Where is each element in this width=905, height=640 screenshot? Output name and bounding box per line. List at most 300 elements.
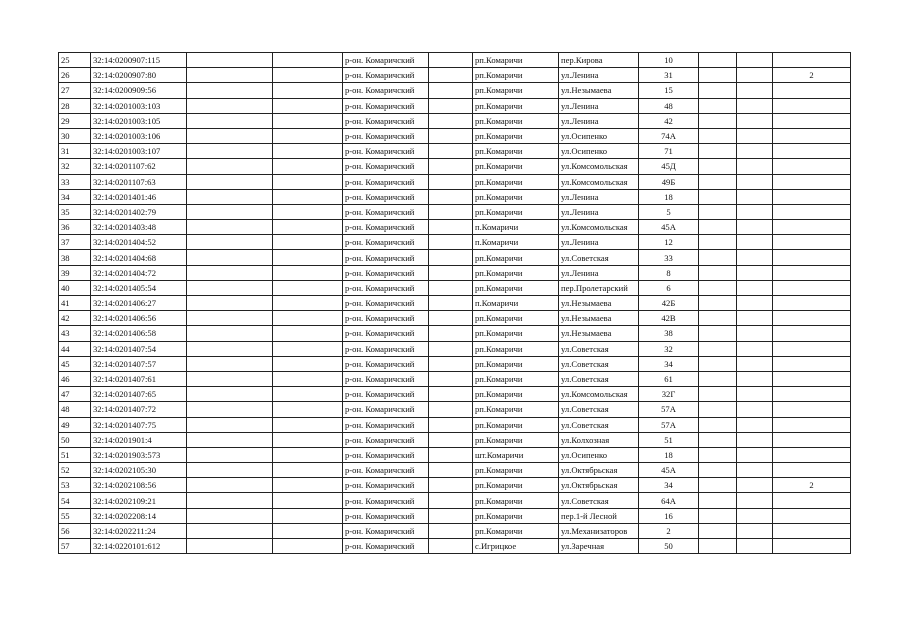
settlement-cell: п.Комаричи — [473, 235, 559, 250]
house-number-cell: 61 — [639, 371, 699, 386]
extra-value-cell — [773, 539, 851, 554]
extra-value-cell — [773, 417, 851, 432]
row-number-cell: 36 — [59, 220, 91, 235]
house-number-cell: 45Д — [639, 159, 699, 174]
empty-cell — [699, 311, 737, 326]
extra-value-cell — [773, 508, 851, 523]
cadastral-number-cell: 32:14:0201403:48 — [91, 220, 187, 235]
street-cell: ул.Колхозная — [559, 432, 639, 447]
empty-cell — [273, 280, 343, 295]
table-row — [59, 220, 851, 235]
district-cell: р-он. Комаричский — [343, 128, 429, 143]
settlement-cell: рп.Комаричи — [473, 478, 559, 493]
empty-cell — [429, 265, 473, 280]
extra-value-cell — [773, 204, 851, 219]
empty-cell — [429, 417, 473, 432]
extra-value-cell — [773, 83, 851, 98]
cadastral-number-cell: 32:14:0201405:54 — [91, 280, 187, 295]
empty-cell — [737, 326, 773, 341]
settlement-cell: рп.Комаричи — [473, 280, 559, 295]
empty-cell — [187, 296, 273, 311]
district-cell: р-он. Комаричский — [343, 493, 429, 508]
street-cell: ул.Советская — [559, 493, 639, 508]
district-cell: р-он. Комаричский — [343, 83, 429, 98]
house-number-cell: 42 — [639, 113, 699, 128]
house-number-cell: 6 — [639, 280, 699, 295]
house-number-cell: 12 — [639, 235, 699, 250]
table-row — [59, 83, 851, 98]
empty-cell — [737, 220, 773, 235]
cadastral-number-cell: 32:14:0201404:68 — [91, 250, 187, 265]
empty-cell — [699, 128, 737, 143]
empty-cell — [273, 265, 343, 280]
empty-cell — [273, 159, 343, 174]
street-cell: ул.Ленина — [559, 265, 639, 280]
empty-cell — [429, 159, 473, 174]
empty-cell — [737, 250, 773, 265]
empty-cell — [699, 68, 737, 83]
empty-cell — [699, 523, 737, 538]
street-cell: ул.Октябрьская — [559, 478, 639, 493]
empty-cell — [273, 98, 343, 113]
empty-cell — [737, 539, 773, 554]
empty-cell — [273, 144, 343, 159]
table-row — [59, 311, 851, 326]
settlement-cell: рп.Комаричи — [473, 250, 559, 265]
house-number-cell: 33 — [639, 250, 699, 265]
empty-cell — [273, 53, 343, 68]
empty-cell — [273, 113, 343, 128]
table-row — [59, 478, 851, 493]
street-cell: ул.Советская — [559, 250, 639, 265]
empty-cell — [273, 311, 343, 326]
district-cell: р-он. Комаричский — [343, 508, 429, 523]
row-number-cell: 39 — [59, 265, 91, 280]
street-cell: пер.1-й Лесной — [559, 508, 639, 523]
empty-cell — [429, 508, 473, 523]
street-cell: ул.Незымаева — [559, 83, 639, 98]
house-number-cell: 42Б — [639, 296, 699, 311]
empty-cell — [699, 296, 737, 311]
house-number-cell: 57А — [639, 417, 699, 432]
table-row — [59, 508, 851, 523]
empty-cell — [187, 113, 273, 128]
cadastral-number-cell: 32:14:0201407:75 — [91, 417, 187, 432]
row-number-cell: 57 — [59, 539, 91, 554]
extra-value-cell — [773, 189, 851, 204]
empty-cell — [737, 98, 773, 113]
empty-cell — [187, 387, 273, 402]
table-row — [59, 250, 851, 265]
district-cell: р-он. Комаричский — [343, 280, 429, 295]
street-cell: ул.Ленина — [559, 98, 639, 113]
table-row — [59, 265, 851, 280]
table-row — [59, 539, 851, 554]
row-number-cell: 30 — [59, 128, 91, 143]
table-row — [59, 296, 851, 311]
settlement-cell: рп.Комаричи — [473, 144, 559, 159]
district-cell: р-он. Комаричский — [343, 387, 429, 402]
house-number-cell: 18 — [639, 189, 699, 204]
empty-cell — [429, 144, 473, 159]
cadastral-number-cell: 32:14:0201407:54 — [91, 341, 187, 356]
settlement-cell: рп.Комаричи — [473, 326, 559, 341]
street-cell: ул.Незымаева — [559, 326, 639, 341]
row-number-cell: 28 — [59, 98, 91, 113]
empty-cell — [737, 387, 773, 402]
district-cell: р-он. Комаричский — [343, 53, 429, 68]
empty-cell — [737, 463, 773, 478]
cadastral-number-cell: 32:14:0202108:56 — [91, 478, 187, 493]
extra-value-cell — [773, 235, 851, 250]
street-cell: ул.Ленина — [559, 68, 639, 83]
empty-cell — [737, 356, 773, 371]
empty-cell — [429, 463, 473, 478]
district-cell: р-он. Комаричский — [343, 463, 429, 478]
row-number-cell: 37 — [59, 235, 91, 250]
row-number-cell: 52 — [59, 463, 91, 478]
settlement-cell: рп.Комаричи — [473, 493, 559, 508]
street-cell: ул.Осипенко — [559, 128, 639, 143]
row-number-cell: 44 — [59, 341, 91, 356]
empty-cell — [273, 296, 343, 311]
settlement-cell: рп.Комаричи — [473, 83, 559, 98]
settlement-cell: рп.Комаричи — [473, 508, 559, 523]
empty-cell — [187, 189, 273, 204]
empty-cell — [699, 189, 737, 204]
settlement-cell: рп.Комаричи — [473, 387, 559, 402]
empty-cell — [737, 523, 773, 538]
street-cell: ул.Комсомольская — [559, 174, 639, 189]
empty-cell — [699, 478, 737, 493]
house-number-cell: 5 — [639, 204, 699, 219]
empty-cell — [429, 402, 473, 417]
empty-cell — [273, 326, 343, 341]
empty-cell — [273, 341, 343, 356]
street-cell: пер.Пролетарский — [559, 280, 639, 295]
street-cell: ул.Советская — [559, 371, 639, 386]
empty-cell — [187, 371, 273, 386]
table-row — [59, 356, 851, 371]
empty-cell — [699, 83, 737, 98]
empty-cell — [429, 83, 473, 98]
district-cell: р-он. Комаричский — [343, 159, 429, 174]
empty-cell — [429, 539, 473, 554]
street-cell: ул.Советская — [559, 402, 639, 417]
cadastral-number-cell: 32:14:0202105:30 — [91, 463, 187, 478]
empty-cell — [699, 144, 737, 159]
settlement-cell: рп.Комаричи — [473, 463, 559, 478]
house-number-cell: 34 — [639, 356, 699, 371]
cadastral-number-cell: 32:14:0201003:103 — [91, 98, 187, 113]
street-cell: ул.Механизаторов — [559, 523, 639, 538]
table-row — [59, 387, 851, 402]
row-number-cell: 43 — [59, 326, 91, 341]
settlement-cell: рп.Комаричи — [473, 402, 559, 417]
empty-cell — [187, 159, 273, 174]
settlement-cell: рп.Комаричи — [473, 417, 559, 432]
house-number-cell: 45А — [639, 220, 699, 235]
street-cell: ул.Ленина — [559, 235, 639, 250]
table-row — [59, 280, 851, 295]
table-row — [59, 371, 851, 386]
empty-cell — [273, 68, 343, 83]
street-cell: ул.Осипенко — [559, 144, 639, 159]
extra-value-cell — [773, 356, 851, 371]
table-row — [59, 53, 851, 68]
house-number-cell: 51 — [639, 432, 699, 447]
empty-cell — [429, 68, 473, 83]
empty-cell — [737, 189, 773, 204]
settlement-cell: рп.Комаричи — [473, 311, 559, 326]
empty-cell — [699, 387, 737, 402]
row-number-cell: 56 — [59, 523, 91, 538]
house-number-cell: 42В — [639, 311, 699, 326]
table-row — [59, 417, 851, 432]
extra-value-cell — [773, 493, 851, 508]
settlement-cell: п.Комаричи — [473, 220, 559, 235]
house-number-cell: 45А — [639, 463, 699, 478]
street-cell: ул.Октябрьская — [559, 463, 639, 478]
empty-cell — [737, 83, 773, 98]
street-cell: ул.Ленина — [559, 204, 639, 219]
extra-value-cell — [773, 341, 851, 356]
row-number-cell: 54 — [59, 493, 91, 508]
row-number-cell: 32 — [59, 159, 91, 174]
street-cell: ул.Комсомольская — [559, 159, 639, 174]
settlement-cell: рп.Комаричи — [473, 371, 559, 386]
empty-cell — [187, 402, 273, 417]
empty-cell — [273, 204, 343, 219]
house-number-cell: 74А — [639, 128, 699, 143]
settlement-cell: рп.Комаричи — [473, 265, 559, 280]
settlement-cell: рп.Комаричи — [473, 189, 559, 204]
cadastral-number-cell: 32:14:0201107:62 — [91, 159, 187, 174]
empty-cell — [737, 53, 773, 68]
extra-value-cell — [773, 296, 851, 311]
table-row — [59, 174, 851, 189]
row-number-cell: 51 — [59, 447, 91, 462]
empty-cell — [273, 387, 343, 402]
empty-cell — [273, 356, 343, 371]
row-number-cell: 40 — [59, 280, 91, 295]
street-cell: ул.Советская — [559, 356, 639, 371]
empty-cell — [699, 432, 737, 447]
empty-cell — [429, 189, 473, 204]
empty-cell — [699, 417, 737, 432]
extra-value-cell — [773, 280, 851, 295]
extra-value-cell — [773, 371, 851, 386]
empty-cell — [699, 113, 737, 128]
empty-cell — [273, 235, 343, 250]
empty-cell — [699, 98, 737, 113]
table-row — [59, 68, 851, 83]
empty-cell — [273, 128, 343, 143]
empty-cell — [737, 447, 773, 462]
empty-cell — [699, 508, 737, 523]
extra-value-cell — [773, 159, 851, 174]
extra-value-cell — [773, 98, 851, 113]
table-row — [59, 432, 851, 447]
row-number-cell: 47 — [59, 387, 91, 402]
house-number-cell: 32 — [639, 341, 699, 356]
empty-cell — [737, 341, 773, 356]
cadastral-number-cell: 32:14:0201003:106 — [91, 128, 187, 143]
street-cell: ул.Незымаева — [559, 296, 639, 311]
district-cell: р-он. Комаричский — [343, 478, 429, 493]
house-number-cell: 32Г — [639, 387, 699, 402]
empty-cell — [737, 432, 773, 447]
empty-cell — [737, 508, 773, 523]
empty-cell — [187, 83, 273, 98]
empty-cell — [699, 53, 737, 68]
empty-cell — [273, 432, 343, 447]
extra-value-cell: 2 — [773, 68, 851, 83]
house-number-cell: 2 — [639, 523, 699, 538]
street-cell: ул.Комсомольская — [559, 387, 639, 402]
empty-cell — [429, 311, 473, 326]
extra-value-cell — [773, 128, 851, 143]
row-number-cell: 46 — [59, 371, 91, 386]
cadastral-number-cell: 32:14:0202109:21 — [91, 493, 187, 508]
house-number-cell: 16 — [639, 508, 699, 523]
empty-cell — [699, 159, 737, 174]
empty-cell — [737, 417, 773, 432]
empty-cell — [187, 463, 273, 478]
empty-cell — [273, 174, 343, 189]
district-cell: р-он. Комаричский — [343, 235, 429, 250]
empty-cell — [273, 402, 343, 417]
table-row — [59, 341, 851, 356]
empty-cell — [429, 113, 473, 128]
district-cell: р-он. Комаричский — [343, 250, 429, 265]
extra-value-cell — [773, 311, 851, 326]
empty-cell — [273, 523, 343, 538]
empty-cell — [699, 174, 737, 189]
extra-value-cell — [773, 402, 851, 417]
district-cell: р-он. Комаричский — [343, 265, 429, 280]
settlement-cell: рп.Комаричи — [473, 128, 559, 143]
district-cell: р-он. Комаричский — [343, 296, 429, 311]
house-number-cell: 50 — [639, 539, 699, 554]
table-row — [59, 326, 851, 341]
extra-value-cell — [773, 113, 851, 128]
house-number-cell: 64А — [639, 493, 699, 508]
extra-value-cell — [773, 265, 851, 280]
cadastral-number-cell: 32:14:0201406:58 — [91, 326, 187, 341]
empty-cell — [187, 539, 273, 554]
cadastral-number-cell: 32:14:0201901:4 — [91, 432, 187, 447]
empty-cell — [429, 98, 473, 113]
empty-cell — [737, 235, 773, 250]
row-number-cell: 38 — [59, 250, 91, 265]
house-number-cell: 71 — [639, 144, 699, 159]
row-number-cell: 33 — [59, 174, 91, 189]
cadastral-number-cell: 32:14:0201003:107 — [91, 144, 187, 159]
settlement-cell: рп.Комаричи — [473, 53, 559, 68]
cadastral-number-cell: 32:14:0201406:27 — [91, 296, 187, 311]
empty-cell — [429, 235, 473, 250]
cadastral-number-cell: 32:14:0200907:80 — [91, 68, 187, 83]
empty-cell — [187, 250, 273, 265]
cadastral-number-cell: 32:14:0201402:79 — [91, 204, 187, 219]
street-cell: ул.Ленина — [559, 189, 639, 204]
row-number-cell: 48 — [59, 402, 91, 417]
row-number-cell: 50 — [59, 432, 91, 447]
house-number-cell: 31 — [639, 68, 699, 83]
empty-cell — [429, 341, 473, 356]
row-number-cell: 53 — [59, 478, 91, 493]
settlement-cell: рп.Комаричи — [473, 98, 559, 113]
row-number-cell: 55 — [59, 508, 91, 523]
row-number-cell: 25 — [59, 53, 91, 68]
empty-cell — [737, 402, 773, 417]
row-number-cell: 31 — [59, 144, 91, 159]
empty-cell — [699, 463, 737, 478]
row-number-cell: 41 — [59, 296, 91, 311]
empty-cell — [187, 174, 273, 189]
cadastral-number-cell: 32:14:0202208:14 — [91, 508, 187, 523]
district-cell: р-он. Комаричский — [343, 174, 429, 189]
table-row — [59, 523, 851, 538]
empty-cell — [187, 447, 273, 462]
table-row — [59, 402, 851, 417]
empty-cell — [187, 128, 273, 143]
district-cell: р-он. Комаричский — [343, 311, 429, 326]
empty-cell — [273, 478, 343, 493]
empty-cell — [737, 174, 773, 189]
empty-cell — [699, 250, 737, 265]
district-cell: р-он. Комаричский — [343, 144, 429, 159]
empty-cell — [699, 493, 737, 508]
empty-cell — [699, 356, 737, 371]
street-cell: ул.Незымаева — [559, 311, 639, 326]
settlement-cell: шт.Комаричи — [473, 447, 559, 462]
empty-cell — [429, 53, 473, 68]
empty-cell — [429, 478, 473, 493]
empty-cell — [699, 402, 737, 417]
empty-cell — [699, 220, 737, 235]
house-number-cell: 34 — [639, 478, 699, 493]
empty-cell — [273, 447, 343, 462]
district-cell: р-он. Комаричский — [343, 402, 429, 417]
row-number-cell: 49 — [59, 417, 91, 432]
cadastral-number-cell: 32:14:0201407:65 — [91, 387, 187, 402]
empty-cell — [187, 311, 273, 326]
extra-value-cell — [773, 53, 851, 68]
table-row — [59, 493, 851, 508]
settlement-cell: рп.Комаричи — [473, 174, 559, 189]
table-row — [59, 447, 851, 462]
district-cell: р-он. Комаричский — [343, 356, 429, 371]
street-cell: ул.Осипенко — [559, 447, 639, 462]
table-row — [59, 204, 851, 219]
district-cell: р-он. Комаричский — [343, 326, 429, 341]
empty-cell — [273, 493, 343, 508]
street-cell: пер.Кирова — [559, 53, 639, 68]
extra-value-cell — [773, 447, 851, 462]
settlement-cell: рп.Комаричи — [473, 113, 559, 128]
extra-value-cell — [773, 144, 851, 159]
empty-cell — [187, 68, 273, 83]
district-cell: р-он. Комаричский — [343, 98, 429, 113]
row-number-cell: 34 — [59, 189, 91, 204]
settlement-cell: п.Комаричи — [473, 296, 559, 311]
empty-cell — [187, 508, 273, 523]
table-row — [59, 463, 851, 478]
empty-cell — [699, 265, 737, 280]
empty-cell — [737, 144, 773, 159]
